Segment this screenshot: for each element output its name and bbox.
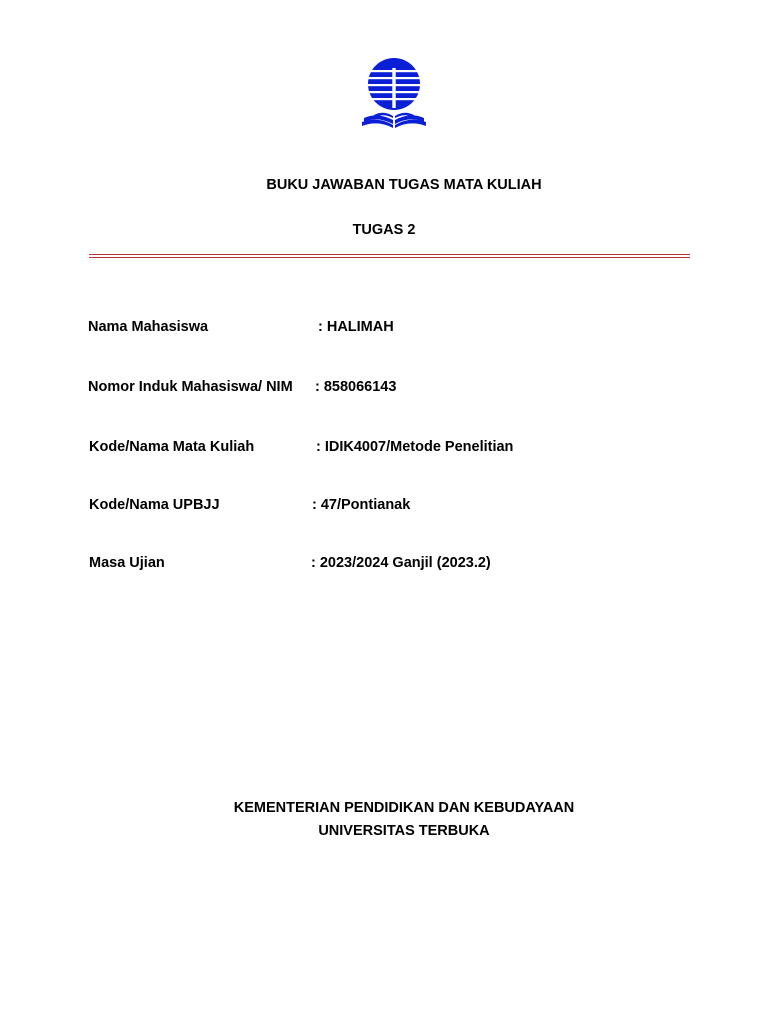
assignment-number: TUGAS 2 [352, 222, 416, 238]
university-name: UNIVERSITAS TERBUKA [318, 823, 490, 839]
field-value-upbjj: : 47/Pontianak [312, 497, 411, 513]
field-value-student-name: : HALIMAH [318, 319, 394, 335]
field-label-student-name: Nama Mahasiswa [88, 319, 209, 335]
field-label-course: Kode/Nama Mata Kuliah [89, 439, 255, 455]
field-label-exam-period: Masa Ujian [89, 555, 165, 571]
ministry-name: KEMENTERIAN PENDIDIKAN DAN KEBUDAYAAN [233, 800, 575, 816]
document-title: BUKU JAWABAN TUGAS MATA KULIAH [266, 177, 542, 193]
field-value-exam-period: : 2023/2024 Ganjil (2023.2) [311, 555, 491, 571]
field-value-student-id: : 858066143 [315, 379, 397, 395]
header-divider-top [89, 254, 690, 255]
field-label-upbjj: Kode/Nama UPBJJ [89, 497, 220, 513]
university-logo [360, 56, 428, 132]
field-label-student-id: Nomor Induk Mahasiswa/ NIM [88, 379, 293, 395]
header-divider-bottom [89, 257, 690, 258]
open-book-globe-emblem-icon [360, 56, 428, 132]
field-value-course: : IDIK4007/Metode Penelitian [316, 439, 514, 455]
